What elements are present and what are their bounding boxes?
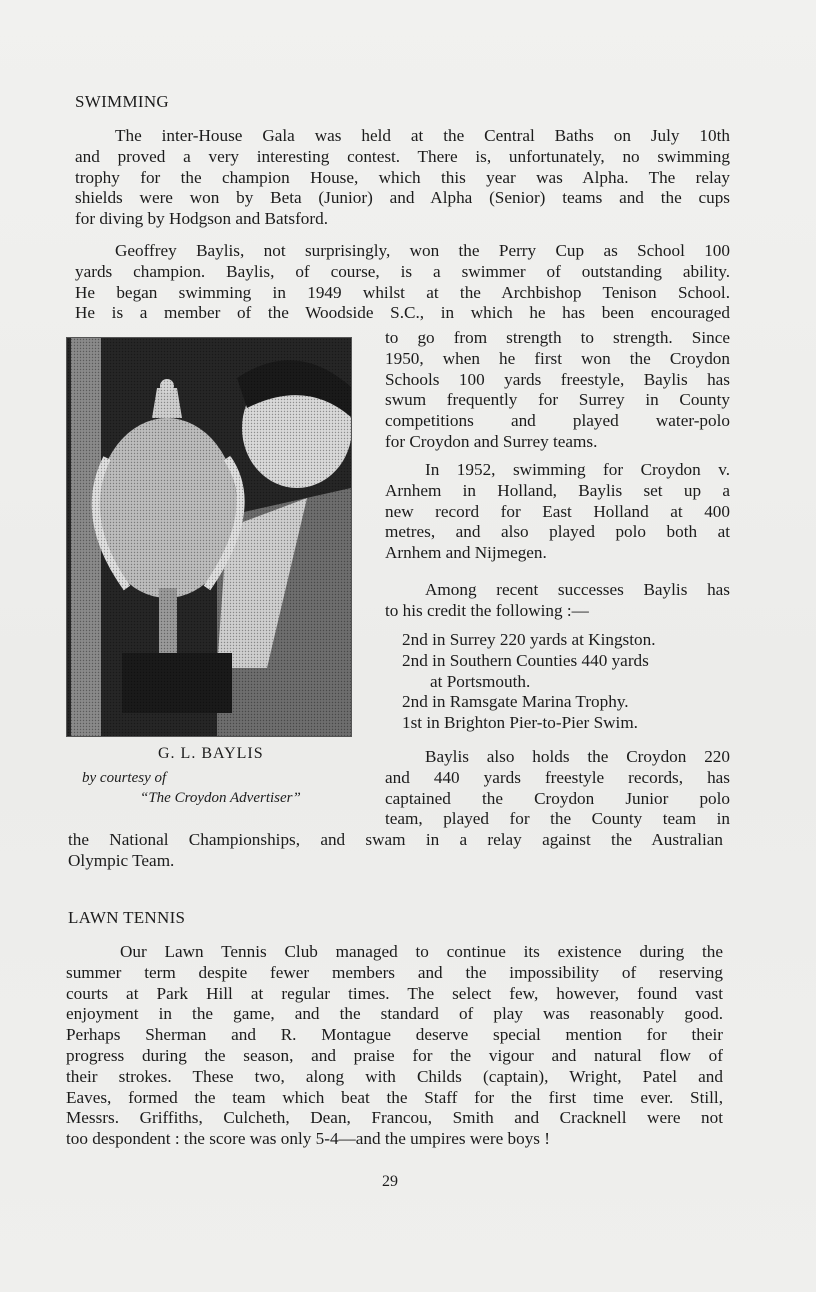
photo-credit-line-1: by courtesy of [82,770,167,786]
successes-list [402,630,728,734]
success-item: 2nd in Surrey 220 yards at Kingston. [402,630,656,649]
success-item: 2nd in Southern Counties 440 yards [402,650,649,670]
swimming-paragraph-2-continued: to go from strength to strength. Since 1950, when he first won the Croydon Schools 100 yards freestyle, Baylis has swum frequently for Surrey in County competitions and played water-polo for Croydon and Surrey teams. [385,328,730,451]
success-item: 1st in Brighton Pier-to-Pier Swim. [402,713,638,733]
photo-caption: G. L. BAYLIS [158,745,264,762]
swimming-paragraph-2: Geoffrey Baylis, not surprisingly, won the Perry Cup as School 100 yards champion. Baylis, of course, is a swimmer of outstanding ability. He began swimming in 1949 whilst at the Archbishop Tenison School. He is a member of the Woodside S.C., in which he has been encouraged [75,241,730,323]
section-heading-swimming: SWIMMING [75,92,170,111]
swimming-paragraph-3: In 1952, swimming for Croydon v. Arnhem in Holland, Baylis set up a new record for East Holland at 400 metres, and also played polo both at Arnhem and Nijmegen. [385,460,730,563]
photo-baylis-with-trophy [66,337,352,737]
swimming-paragraph-4: Among recent successes Baylis has to his credit the following :— [385,580,730,620]
section-heading-lawn-tennis: LAWN TENNIS [68,908,186,927]
lawn-tennis-paragraph: Our Lawn Tennis Club managed to continue its existence during the summer term despite fewer members and the impossibility of reserving courts at Park Hill at regular times. The select few, however, found vast enjoyment in the game, and the standard of play was reasonably good. Perhaps Sherman and R. Montague deserve special mention for their progress during the season, and praise for the vigour and natural flow of their strokes. These two, along with Childs (captain), Wright, Patel and Eaves, formed the team which beat the Staff for the first time ever. Still, Messrs. Griffiths, Culcheth, Dean, Francou, Smith and Cracknell were not too despondent : the score was only 5-4—and the umpires were boys ! [66,942,723,1149]
page-number: 29 [382,1173,398,1190]
photo-credit-line-2: “The Croydon Advertiser” [140,790,301,806]
swimming-paragraph-5: Baylis also holds the Croydon 220 and 440 yards freestyle records, has captained the Croydon Junior polo team, played for the County team in [385,747,730,829]
swimming-paragraph-1: The inter-House Gala was held at the Central Baths on July 10th and proved a very interesting contest. There is, unfortunately, no swimming trophy for the champion House, which this year was Alpha. The relay shields were won by Beta (Junior) and Alpha (Senior) teams and the cups for diving by Hodgson and Batsford. [75,126,730,229]
success-item-continuation: at Portsmouth. [430,671,531,691]
swimming-paragraph-5-continued: the National Championships, and swam in a relay against the Australian Olympic Team. [68,830,723,870]
success-item: 2nd in Ramsgate Marina Trophy. [402,692,629,712]
trophy-photo-illustration [67,338,351,736]
